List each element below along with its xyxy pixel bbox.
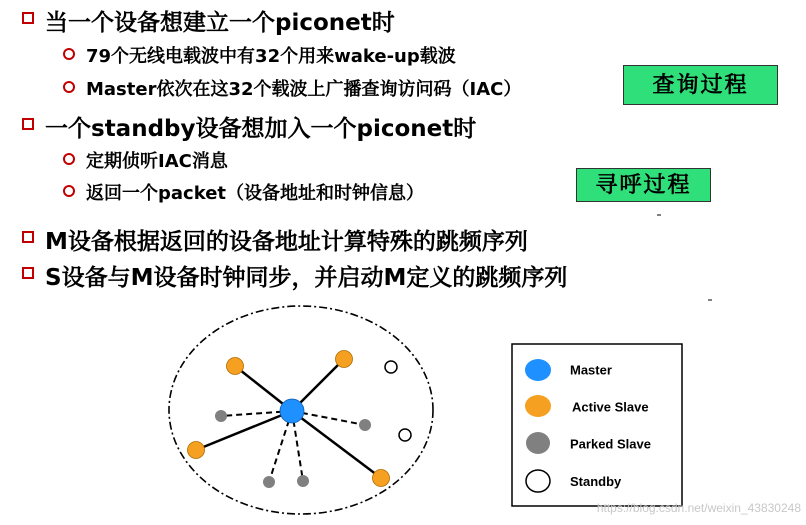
inquiry-process-badge: 查询过程: [623, 65, 778, 105]
standby-node: [385, 361, 397, 373]
legend-standby-swatch: [526, 470, 550, 492]
active-slave-node: [336, 351, 353, 368]
bullet-item-create-piconet: 当一个设备想建立一个piconet时: [45, 10, 395, 36]
bullet-item-hop-sequence: M设备根据返回的设备地址计算特殊的跳频序列: [45, 229, 528, 255]
sub-item-broadcast-iac: Master依次在这32个载波上广播查询访问码（IAC）: [86, 79, 522, 100]
legend-master-swatch: [525, 359, 551, 381]
parked-slave-node: [215, 410, 227, 422]
standby-node: [399, 429, 411, 441]
bullet-item-clock-sync: S设备与M设备时钟同步，并启动M定义的跳频序列: [45, 265, 568, 291]
legend-master-label: Master: [570, 362, 612, 378]
legend-parked-slave-label: Parked Slave: [570, 436, 651, 452]
legend-active-slave-label: Active Slave: [572, 399, 649, 415]
sub-item-return-packet: 返回一个packet（设备地址和时钟信息）: [86, 183, 424, 204]
active-slave-node: [188, 442, 205, 459]
sub-item-listen-iac: 定期侦听IAC消息: [86, 151, 228, 172]
parked-slave-node: [297, 475, 309, 487]
watermark-text: https://blog.csdn.net/weixin_43830248: [596, 501, 801, 515]
legend: [512, 344, 682, 506]
bullet-item-standby-join: 一个standby设备想加入一个piconet时: [45, 116, 477, 142]
master-node: [280, 399, 304, 423]
active-slave-node: [227, 358, 244, 375]
legend-active-slave-swatch: [525, 395, 551, 417]
parked-slave-node: [359, 419, 371, 431]
active-link: [196, 411, 292, 450]
active-slave-node: [373, 470, 390, 487]
sub-item-wakeup-carriers: 79个无线电载波中有32个用来wake-up载波: [86, 46, 456, 67]
legend-standby-label: Standby: [570, 474, 622, 489]
legend-parked-slave-swatch: [526, 432, 550, 454]
paging-process-badge: 寻呼过程: [576, 168, 711, 202]
parked-slave-node: [263, 476, 275, 488]
